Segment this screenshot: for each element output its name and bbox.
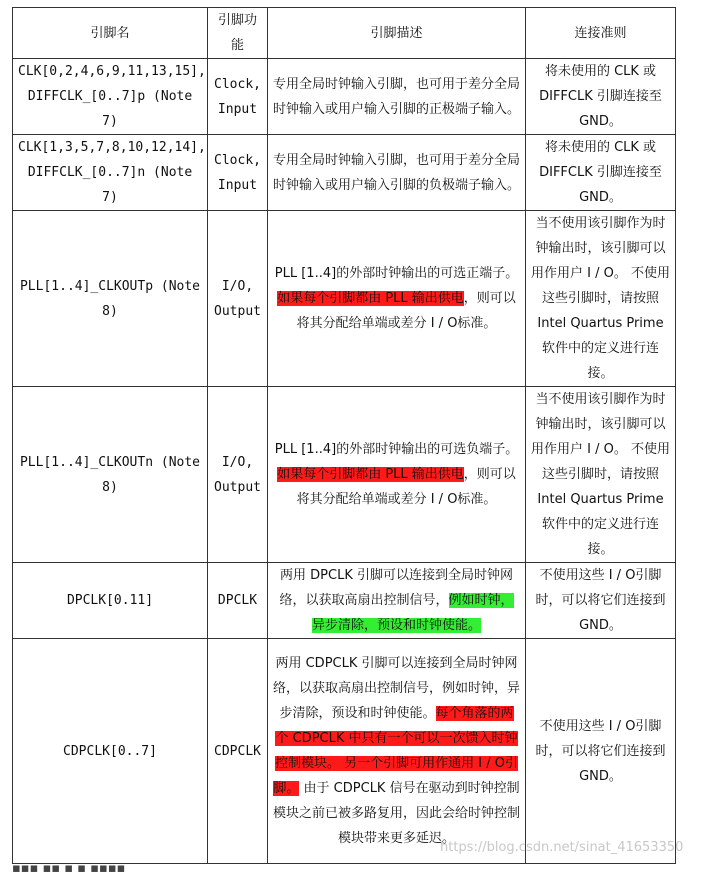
table-row — [13, 639, 676, 864]
header-pin-function: 引脚功能 — [208, 8, 268, 59]
pin-function-cell: Clock, Input — [208, 135, 268, 211]
highlighted-text: 如果每个引脚都由 PLL 输出供电 — [277, 291, 464, 306]
description-text: 专用全局时钟输入引脚，也可用于差分全局时钟输入或用户输入引脚的负极端子输入。 — [273, 152, 521, 193]
pin-function-cell: CDPCLK — [208, 639, 268, 864]
header-pin-description: 引脚描述 — [268, 8, 526, 59]
connection-guideline-cell: 不使用这些 I / O引脚时，可以将它们连接到 GND。 — [526, 639, 676, 864]
watermark: https://blog.csdn.net/sinat_41653350 — [440, 840, 684, 855]
header-pin-name: 引脚名 — [13, 8, 208, 59]
pin-description-cell — [268, 211, 526, 387]
pin-name-cell: CLK[0,2,4,6,9,11,13,15], DIFFCLK_[0..7]p (Note 7) — [13, 59, 208, 135]
connection-guideline-cell: 不使用这些 I / O引脚时，可以将它们连接到 GND。 — [526, 563, 676, 639]
pin-function-cell: I/O, Output — [208, 387, 268, 563]
table-row — [13, 135, 676, 211]
pin-description-cell — [268, 135, 526, 211]
description-text: 专用全局时钟输入引脚，也可用于差分全局时钟输入或用户输入引脚的正极端子输入。 — [273, 76, 521, 117]
highlighted-text: 如果每个引脚都由 PLL 输出供电 — [277, 467, 464, 482]
description-text: 由于 CDPCLK 信号在驱动到时钟控制模块之前已被多路复用，因此会给时钟控制模块带来更多延迟。 — [273, 781, 521, 846]
table-row — [13, 387, 676, 563]
description-text: ，则可以将其分配给单端或差分 I / O标准。 — [296, 467, 516, 507]
table-row — [13, 563, 676, 639]
pin-function-cell: DPCLK — [208, 563, 268, 639]
description-text: ，则可以将其分配给单端或差分 I / O标准。 — [296, 291, 516, 331]
description-text: PLL [1..4]的外部时钟输出的可选负端子。 — [274, 442, 519, 457]
description-text: 两用 CDPCLK 引脚可以连接到全局时钟网络，以获取高扇出控制信号，例如时钟，异步清除，预设和时钟使能。 — [273, 656, 521, 721]
header-connection-guideline: 连接准则 — [526, 8, 676, 59]
table-header-row — [13, 8, 676, 59]
pin-description-cell — [268, 563, 526, 639]
pin-function-cell: I/O, Output — [208, 211, 268, 387]
table-row — [13, 59, 676, 135]
description-text: PLL [1..4]的外部时钟输出的可选正端子。 — [274, 266, 519, 281]
pin-description-cell — [268, 387, 526, 563]
pin-name-cell: CDPCLK[0..7] — [13, 639, 208, 864]
description-text: 两用 DPCLK 引脚可以连接到全局时钟网络，以获取高扇出控制信号， — [279, 568, 513, 608]
pin-name-cell: PLL[1..4]_CLKOUTn (Note 8) — [13, 387, 208, 563]
connection-guideline-cell: 将未使用的 CLK 或 DIFFCLK 引脚连接至 GND。 — [526, 59, 676, 135]
pin-table — [12, 7, 676, 864]
connection-guideline-cell: 将未使用的 CLK 或 DIFFCLK 引脚连接至 GND。 — [526, 135, 676, 211]
pin-name-cell: DPCLK[0.11] — [13, 563, 208, 639]
connection-guideline-cell: 当不使用该引脚作为时钟输出时，该引脚可以用作用户 I / O。 不使用这些引脚时，请按照 Intel Quartus Prime 软件中的定义进行连接。 — [526, 387, 676, 563]
table-row — [13, 211, 676, 387]
pin-name-cell: PLL[1..4]_CLKOUTp (Note 8) — [13, 211, 208, 387]
pin-description-cell — [268, 639, 526, 864]
pin-function-cell: Clock, Input — [208, 59, 268, 135]
highlighted-text: 每个角落的两个 CDPCLK 中只有一个可以一次馈入时钟控制模块。 另一个引脚可用作通用 I / O引脚。 — [273, 706, 518, 796]
pin-name-cell: CLK[1,3,5,7,8,10,12,14], DIFFCLK_[0..7]n (Note 7) — [13, 135, 208, 211]
connection-guideline-cell: 当不使用该引脚作为时钟输出时，该引脚可以用作用户 I / O。 不使用这些引脚时，请按照 Intel Quartus Prime 软件中的定义进行连接。 — [526, 211, 676, 387]
cropped-caption: ▪▪▪ ▪▪ ▪ ▪ ▪▪▪▪ — [12, 861, 126, 876]
pin-description-cell — [268, 59, 526, 135]
highlighted-text: 例如时钟，异步清除，预设和时钟使能。 — [311, 593, 514, 633]
